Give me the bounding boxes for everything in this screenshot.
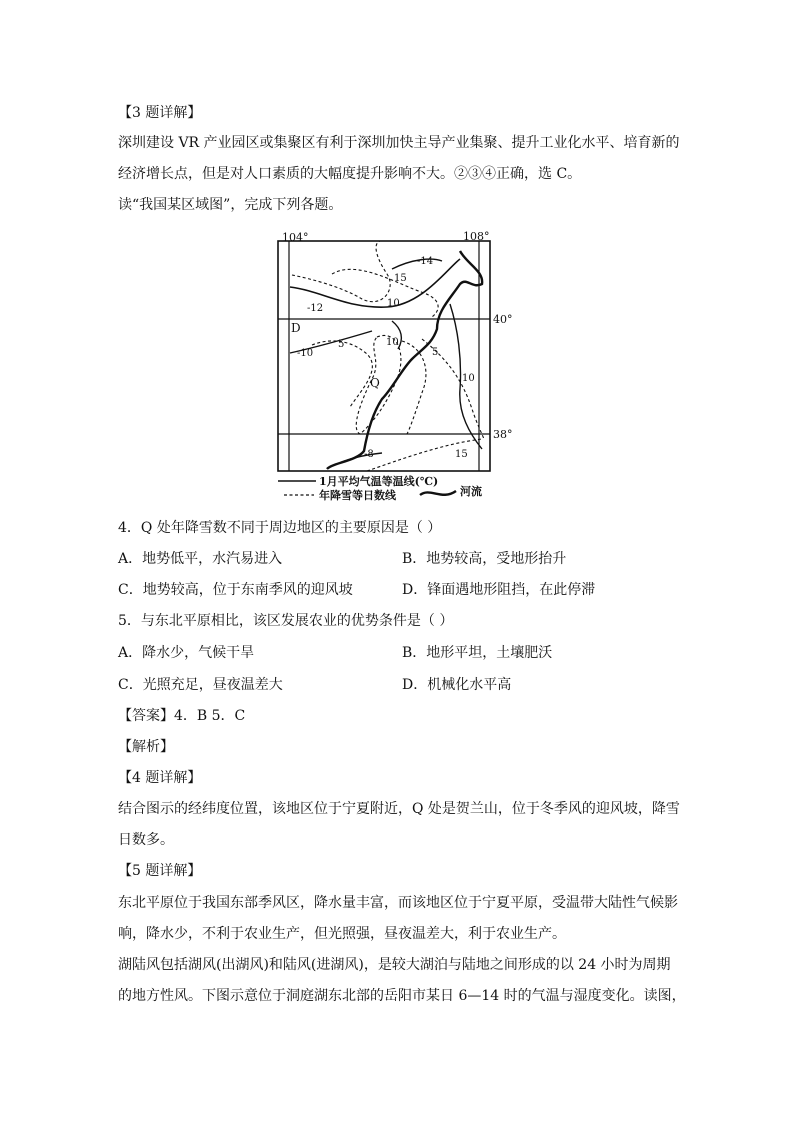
snowline-15a (292, 241, 390, 302)
iso-label-n8: -8 (364, 449, 374, 460)
q4-option-a: A．地势低平，水汽易进入 (118, 551, 283, 567)
q5-option-d: D．机械化水平高 (402, 677, 512, 693)
lon-label-108: 108° (463, 230, 490, 243)
q3-paragraph-line-1: 深圳建设 VR 产业园区或集聚区有利于深圳加快主导产业集聚、提升工业化水平、培育新的 (118, 135, 680, 151)
iso-label-15a: 15 (394, 273, 407, 284)
iso-label-n14: -14 (417, 256, 434, 267)
q4-explanation-heading: 【4 题详解】 (118, 770, 202, 786)
legend-river-swatch (420, 491, 456, 495)
q4-option-c: C．地势较高，位于东南季风的迎风坡 (118, 582, 353, 598)
legend-river-label: 河流 (460, 485, 482, 498)
map-intro: 读“我国某区域图”，完成下列各题。 (118, 197, 343, 213)
q5-option-a: A．降水少，气候干旱 (118, 645, 255, 661)
legend-isotherm-label: 1月平均气温等温线(℃) (319, 475, 439, 488)
label-d: D (291, 321, 301, 335)
q4-explanation-line-1: 结合图示的经纬度位置，该地区位于宁夏附近，Q 处是贺兰山，位于冬季风的迎风坡，降雪 (118, 801, 680, 817)
iso-label-n12: -12 (307, 303, 324, 314)
q5-explanation-line-1: 东北平原位于我国东部季风区，降水量丰富，而该地区位于宁夏平原，受温带大陆性气候影 (118, 895, 678, 911)
region-map-figure (272, 229, 513, 503)
iso-label-5a: 5 (338, 339, 345, 350)
q3-heading: 【3 题详解】 (118, 105, 202, 121)
answer-line: 【答案】4．B 5．C (118, 708, 246, 724)
iso-label-10b: 10 (386, 337, 399, 348)
q4-option-b: B．地势较高，受地形抬升 (402, 551, 567, 567)
lat-label-38: 38° (493, 428, 513, 441)
lat-label-40: 40° (493, 313, 513, 326)
q4-stem: 4．Q 处年降雪数不同于周边地区的主要原因是（ ） (118, 520, 442, 536)
q5-explanation-line-2: 响，降水少，不利于农业生产，但光照强，昼夜温差大，利于农业生产。 (118, 926, 566, 942)
q3-paragraph-line-2: 经济增长点，但是对人口素质的大幅度提升影响不大。②③④正确，选 C。 (118, 166, 582, 182)
label-q: Q (370, 376, 380, 390)
iso-label-5b: 5 (432, 347, 439, 358)
analysis-heading: 【解析】 (118, 739, 174, 755)
isotherm-n12 (290, 259, 460, 307)
iso-label-15b: 15 (455, 449, 468, 460)
next-passage-line-2: 的地方性风。下图示意位于洞庭湖东北部的岳阳市某日 6—14 时的气温与湿度变化。读图， (118, 988, 686, 1004)
iso-label-10a: 10 (387, 298, 400, 309)
q5-option-b: B．地形平坦，土壤肥沃 (402, 645, 553, 661)
q4-explanation-line-2: 日数多。 (118, 832, 174, 848)
iso-label-n10: -10 (297, 348, 314, 359)
q5-explanation-heading: 【5 题详解】 (118, 863, 202, 879)
q4-option-d: D．锋面遇地形阻挡，在此停滞 (402, 582, 596, 598)
next-passage-line-1: 湖陆风包括湖风(出湖风)和陆风(进湖风)，是较大湖泊与陆地之间形成的以 24 小时为周期 (118, 957, 671, 973)
iso-label-10c: 10 (462, 373, 475, 384)
legend-snow-label: 年降雪等日数线 (319, 489, 396, 502)
q5-stem: 5．与东北平原相比，该区发展农业的优势条件是（ ） (118, 613, 454, 629)
q5-option-c: C．光照充足，昼夜温差大 (118, 677, 283, 693)
snowline-5b (402, 341, 426, 434)
lon-label-104: 104° (282, 231, 309, 244)
